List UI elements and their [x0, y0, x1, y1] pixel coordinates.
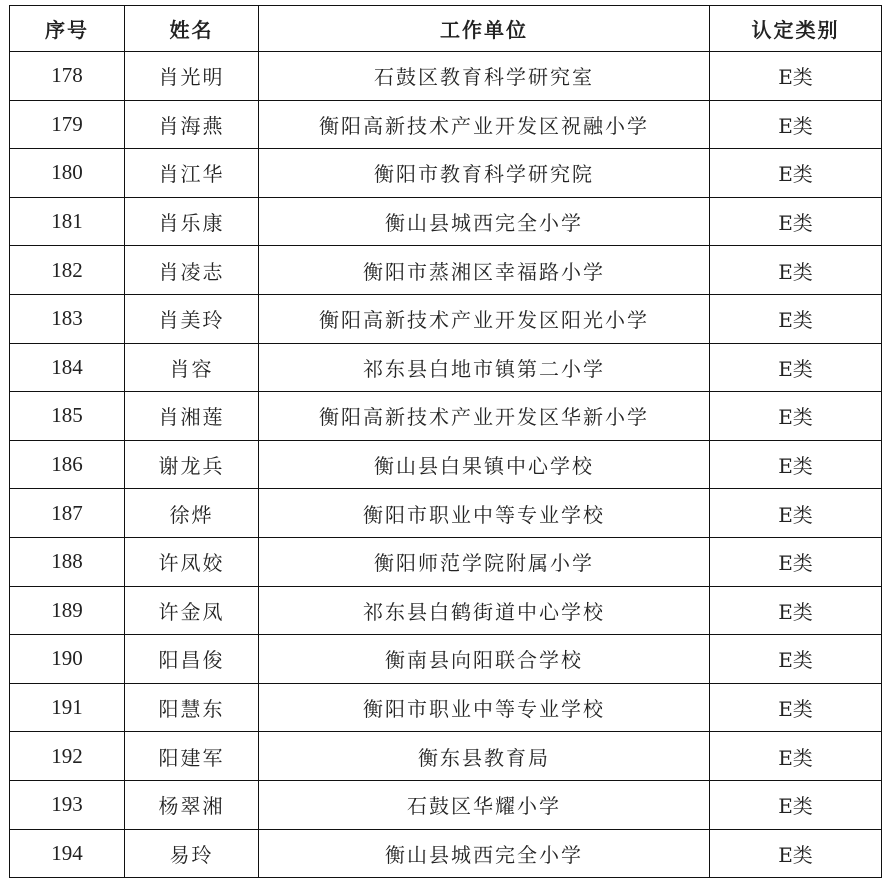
- table-row: [10, 392, 882, 441]
- table-row: [10, 683, 882, 732]
- cell-category: E类: [710, 197, 882, 246]
- cell-seq: 180: [10, 149, 125, 198]
- table-row: [10, 489, 882, 538]
- cell-unit: 石鼓区教育科学研究室: [259, 52, 710, 101]
- cell-unit: 衡阳高新技术产业开发区阳光小学: [259, 294, 710, 343]
- cell-unit: 石鼓区华耀小学: [259, 780, 710, 829]
- cell-name: 许金凤: [125, 586, 259, 635]
- cell-seq: 184: [10, 343, 125, 392]
- cell-seq: 185: [10, 392, 125, 441]
- cell-category: E类: [710, 343, 882, 392]
- cell-category: E类: [710, 683, 882, 732]
- cell-seq: 191: [10, 683, 125, 732]
- cell-name: 肖湘莲: [125, 392, 259, 441]
- cell-category: E类: [710, 489, 882, 538]
- table-row: [10, 829, 882, 878]
- cell-seq: 179: [10, 100, 125, 149]
- cell-category: E类: [710, 586, 882, 635]
- cell-seq: 182: [10, 246, 125, 295]
- cell-unit: 衡东县教育局: [259, 732, 710, 781]
- cell-category: E类: [710, 392, 882, 441]
- table-row: [10, 294, 882, 343]
- table-row: [10, 100, 882, 149]
- table-row: [10, 635, 882, 684]
- header-name: 姓名: [125, 6, 259, 52]
- cell-unit: 祁东县白地市镇第二小学: [259, 343, 710, 392]
- table-row: [10, 440, 882, 489]
- cell-seq: 186: [10, 440, 125, 489]
- cell-category: E类: [710, 635, 882, 684]
- cell-unit: 衡阳高新技术产业开发区华新小学: [259, 392, 710, 441]
- cell-category: E类: [710, 52, 882, 101]
- cell-name: 阳建军: [125, 732, 259, 781]
- header-seq: 序号: [10, 6, 125, 52]
- cell-seq: 190: [10, 635, 125, 684]
- cell-name: 易玲: [125, 829, 259, 878]
- cell-name: 谢龙兵: [125, 440, 259, 489]
- cell-category: E类: [710, 537, 882, 586]
- table-row: [10, 780, 882, 829]
- cell-seq: 194: [10, 829, 125, 878]
- table-header: [10, 6, 882, 52]
- cell-unit: 衡阳高新技术产业开发区祝融小学: [259, 100, 710, 149]
- cell-name: 阳慧东: [125, 683, 259, 732]
- cell-unit: 衡山县城西完全小学: [259, 829, 710, 878]
- cell-name: 肖乐康: [125, 197, 259, 246]
- cell-name: 肖海燕: [125, 100, 259, 149]
- table-row: [10, 149, 882, 198]
- cell-seq: 189: [10, 586, 125, 635]
- cell-category: E类: [710, 829, 882, 878]
- header-row: [10, 6, 882, 52]
- cell-unit: 衡阳市蒸湘区幸福路小学: [259, 246, 710, 295]
- cell-unit: 衡阳市教育科学研究院: [259, 149, 710, 198]
- header-category: 认定类别: [710, 6, 882, 52]
- cell-name: 杨翠湘: [125, 780, 259, 829]
- cell-name: 肖容: [125, 343, 259, 392]
- cell-seq: 178: [10, 52, 125, 101]
- cell-name: 许凤姣: [125, 537, 259, 586]
- cell-seq: 192: [10, 732, 125, 781]
- cell-category: E类: [710, 246, 882, 295]
- cell-seq: 188: [10, 537, 125, 586]
- cell-category: E类: [710, 440, 882, 489]
- cell-name: 肖江华: [125, 149, 259, 198]
- table-row: [10, 586, 882, 635]
- cell-unit: 衡南县向阳联合学校: [259, 635, 710, 684]
- cell-category: E类: [710, 294, 882, 343]
- cell-unit: 衡阳市职业中等专业学校: [259, 489, 710, 538]
- header-unit: 工作单位: [259, 6, 710, 52]
- cell-unit: 衡山县城西完全小学: [259, 197, 710, 246]
- table-row: [10, 537, 882, 586]
- cell-name: 肖凌志: [125, 246, 259, 295]
- table-row: [10, 197, 882, 246]
- cell-category: E类: [710, 149, 882, 198]
- cell-seq: 183: [10, 294, 125, 343]
- table-row: [10, 52, 882, 101]
- cell-unit: 衡阳市职业中等专业学校: [259, 683, 710, 732]
- table-row: [10, 732, 882, 781]
- cell-name: 肖美玲: [125, 294, 259, 343]
- table-body: [10, 52, 882, 878]
- cell-unit: 衡阳师范学院附属小学: [259, 537, 710, 586]
- roster-table: [9, 5, 882, 878]
- cell-unit: 祁东县白鹤街道中心学校: [259, 586, 710, 635]
- cell-seq: 187: [10, 489, 125, 538]
- cell-unit: 衡山县白果镇中心学校: [259, 440, 710, 489]
- table-row: [10, 246, 882, 295]
- cell-category: E类: [710, 780, 882, 829]
- cell-category: E类: [710, 732, 882, 781]
- cell-name: 徐烨: [125, 489, 259, 538]
- cell-name: 肖光明: [125, 52, 259, 101]
- cell-category: E类: [710, 100, 882, 149]
- cell-seq: 181: [10, 197, 125, 246]
- cell-name: 阳昌俊: [125, 635, 259, 684]
- table-row: [10, 343, 882, 392]
- cell-seq: 193: [10, 780, 125, 829]
